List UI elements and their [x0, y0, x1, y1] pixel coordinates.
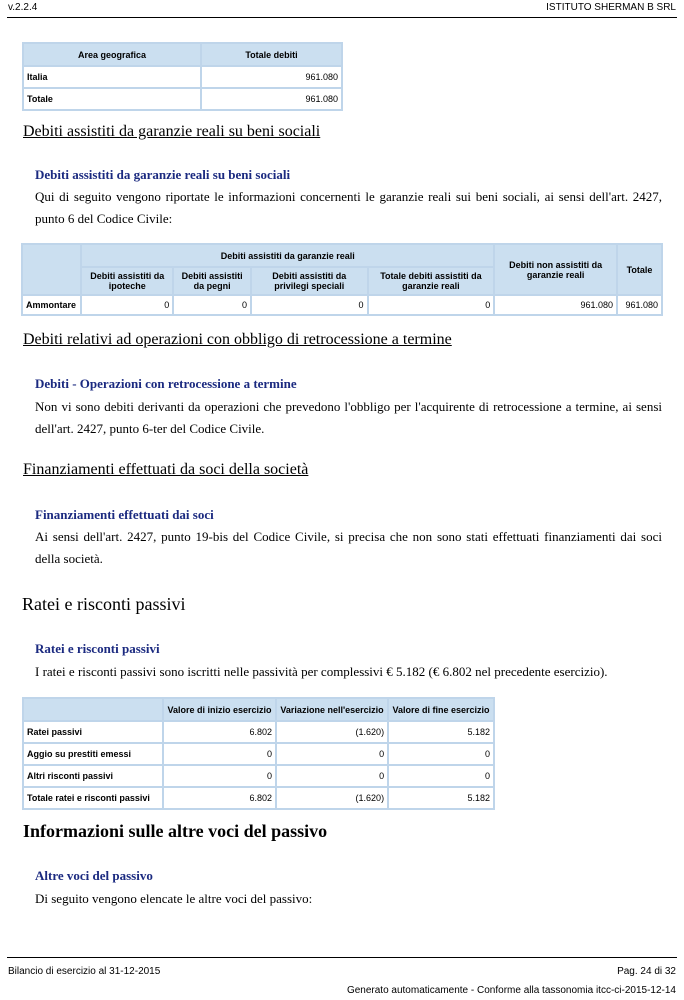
garanzie-corner-cell: [23, 245, 80, 294]
garanzie-header-totale: Totale: [618, 245, 661, 294]
area-row-value: 961.080: [202, 67, 341, 87]
subsection-title-finanziamenti: Finanziamenti effettuati dai soci: [35, 507, 214, 522]
page-footer: [8, 966, 676, 977]
ratei-cell: 6.802: [164, 788, 275, 808]
garanzie-cell-totale: 961.080: [618, 296, 661, 314]
ratei-cell: 5.182: [389, 722, 493, 742]
ratei-header-inizio: Valore di inizio esercizio: [164, 699, 275, 720]
table-row: [23, 296, 661, 314]
area-table: [22, 42, 343, 111]
ratei-corner-cell: [24, 699, 162, 720]
section-title-garanzie: Debiti assistiti da garanzie reali su beni sociali: [23, 123, 321, 140]
garanzie-cell-privilegi: 0: [252, 296, 367, 314]
ratei-cell: 0: [164, 744, 275, 764]
header-divider: [7, 17, 677, 18]
area-header-area: Area geografica: [24, 44, 200, 65]
paragraph-retrocessione: Non vi sono debiti derivanti da operazioni che prevedono l'obbligo per l'acquirente di retrocessione a termine, ai sensi dell'art. 2427, punto 6-ter del Codice Civile.: [35, 399, 662, 436]
section-title-altre: Informazioni sulle altre voci del passivo: [23, 821, 328, 841]
table-row: [24, 766, 493, 786]
paragraph-finanziamenti: Ai sensi dell'art. 2427, punto 19-bis del Codice Civile, si precisa che non sono stati effettuati finanziamenti dai soci della società.: [35, 529, 662, 566]
garanzie-header-ipoteche: Debiti assistiti da ipoteche: [82, 268, 172, 294]
garanzie-row-label: Ammontare: [23, 296, 80, 314]
subsection-title-garanzie: Debiti assistiti da garanzie reali su beni sociali: [35, 167, 291, 182]
paragraph-garanzie: Qui di seguito vengono riportate le informazioni concernenti le garanzie reali sui beni sociali, ai sensi dell'art. 2427, punto 6 del Codice Civile:: [35, 189, 662, 226]
section-title-finanziamenti: Finanziamenti effettuati da soci della società: [23, 461, 309, 478]
ratei-cell: 0: [389, 744, 493, 764]
garanzie-header-pegni: Debiti assistiti da pegni: [174, 268, 250, 294]
garanzie-cell-pegni: 0: [174, 296, 250, 314]
ratei-cell: 0: [164, 766, 275, 786]
footer-document-label: Bilancio di esercizio al 31-12-2015: [8, 966, 161, 977]
garanzie-header-totale-garanzie: Totale debiti assistiti da garanzie reali: [369, 268, 494, 294]
table-row: [24, 722, 493, 742]
ratei-cell: 0: [277, 766, 387, 786]
paragraph-ratei: I ratei e risconti passivi sono iscritti nelle passività per complessivi € 5.182 (€ 6.802 nel precedente esercizio).: [35, 664, 608, 679]
table-row: [24, 67, 341, 87]
ratei-row-label: Ratei passivi: [24, 722, 162, 742]
ratei-header-variazione: Variazione nell'esercizio: [277, 699, 387, 720]
garanzie-table: [21, 243, 663, 316]
garanzie-cell-non-assistiti: 961.080: [495, 296, 616, 314]
ratei-row-label: Totale ratei e risconti passivi: [24, 788, 162, 808]
ratei-cell: 0: [277, 744, 387, 764]
section-title-retrocessione: Debiti relativi ad operazioni con obbligo di retrocessione a termine: [23, 331, 452, 348]
garanzie-group-header: Debiti assistiti da garanzie reali: [82, 245, 493, 266]
version-label: v.2.2.4: [8, 2, 38, 13]
ratei-cell: (1.620): [277, 788, 387, 808]
ratei-cell: 0: [389, 766, 493, 786]
table-row: [24, 89, 341, 109]
footer-generated-note: Generato automaticamente - Conforme alla tassonomia itcc-ci-2015-12-14: [346, 985, 676, 996]
ratei-table: [22, 697, 495, 810]
area-row-value: 961.080: [202, 89, 341, 109]
subsection-title-retrocessione: Debiti - Operazioni con retrocessione a termine: [35, 376, 297, 391]
ratei-cell: 5.182: [389, 788, 493, 808]
footer-divider: [7, 957, 677, 958]
garanzie-cell-totale-garanzie: 0: [369, 296, 494, 314]
table-row: [24, 744, 493, 764]
ratei-cell: (1.620): [277, 722, 387, 742]
company-name: ISTITUTO SHERMAN B SRL: [546, 2, 676, 13]
ratei-row-label: Altri risconti passivi: [24, 766, 162, 786]
area-row-label: Totale: [24, 89, 200, 109]
section-title-ratei: Ratei e risconti passivi: [22, 594, 186, 614]
paragraph-altre: Di seguito vengono elencate le altre voci del passivo:: [35, 891, 313, 906]
garanzie-header-non-assistiti: Debiti non assistiti da garanzie reali: [495, 245, 616, 294]
subsection-title-ratei: Ratei e risconti passivi: [35, 641, 160, 656]
area-header-total: Totale debiti: [202, 44, 341, 65]
ratei-header-fine: Valore di fine esercizio: [389, 699, 493, 720]
ratei-row-label: Aggio su prestiti emessi: [24, 744, 162, 764]
garanzie-cell-ipoteche: 0: [82, 296, 172, 314]
page-header: [8, 2, 676, 16]
page-number: Pag. 24 di 32: [617, 966, 676, 977]
garanzie-header-privilegi: Debiti assistiti da privilegi speciali: [252, 268, 367, 294]
subsection-title-altre: Altre voci del passivo: [35, 868, 153, 883]
ratei-cell: 6.802: [164, 722, 275, 742]
table-row: [24, 788, 493, 808]
area-row-label: Italia: [24, 67, 200, 87]
